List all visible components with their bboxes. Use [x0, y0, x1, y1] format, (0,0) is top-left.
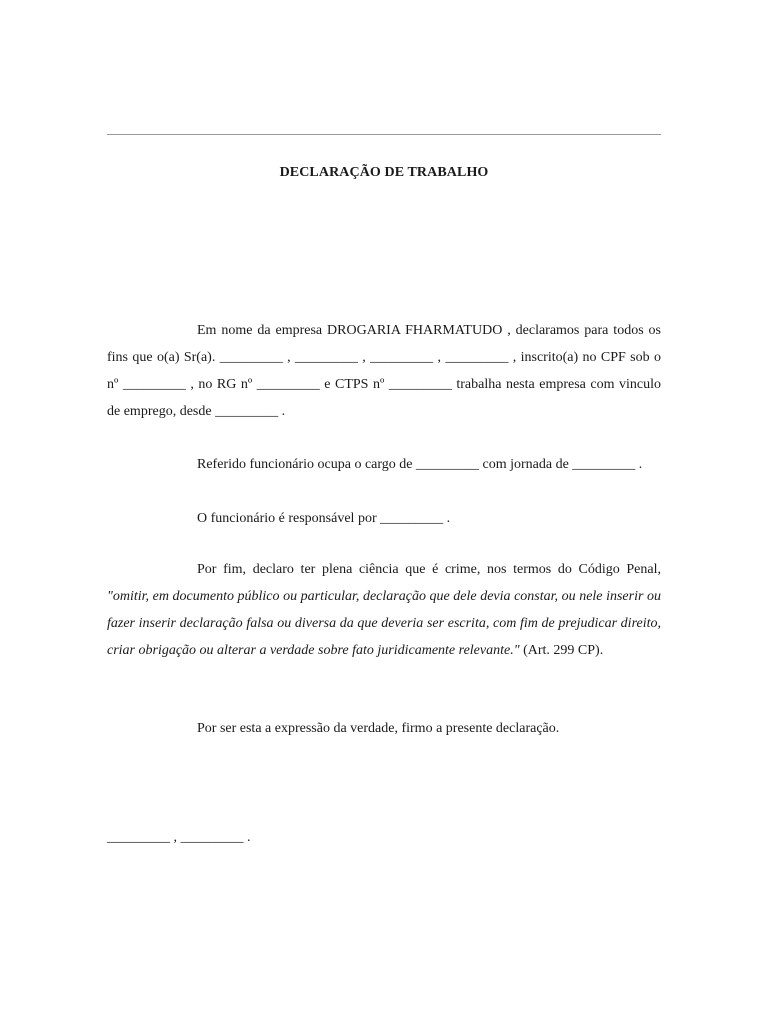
penal-code-quote: "omitir, em documento público ou particular, declaração que dele devia constar, ou nele inserir ou fazer inserir declaração falsa ou diversa da que deveria ser escrita, com fim de prejudicar direito, criar obrigação ou alterar a verdade sobre fato juridicamente relevante." — [107, 589, 661, 658]
paragraph-company-declaration: Em nome da empresa DROGARIA FHARMATUDO , declaramos para todos os fins que o(a) Sr(a). _________ , _________ , _________ , _________ , inscrito(a) no CPF sob o nº _________ , no RG nº _________ e CTPS nº _________ trabalha nesta empresa com vinculo de emprego, desde _________ . — [107, 323, 661, 419]
paragraph-legal-notice — [107, 556, 661, 664]
paragraph-responsibility: O funcionário é responsável por _________ . — [197, 511, 451, 526]
legal-notice-intro: Por fim, declaro ter plena ciência que é crime, nos termos do Código Penal, — [197, 562, 661, 577]
place-and-date: _________ , _________ . — [107, 830, 251, 845]
paragraph-closing: Por ser esta a expressão da verdade, firmo a presente declaração. — [197, 721, 560, 736]
header-rule — [107, 134, 661, 135]
document-title: DECLARAÇÃO DE TRABALHO — [279, 165, 489, 180]
paragraph-position: Referido funcionário ocupa o cargo de _________ com jornada de _________ . — [197, 457, 643, 472]
article-reference: (Art. 299 CP). — [519, 643, 604, 658]
